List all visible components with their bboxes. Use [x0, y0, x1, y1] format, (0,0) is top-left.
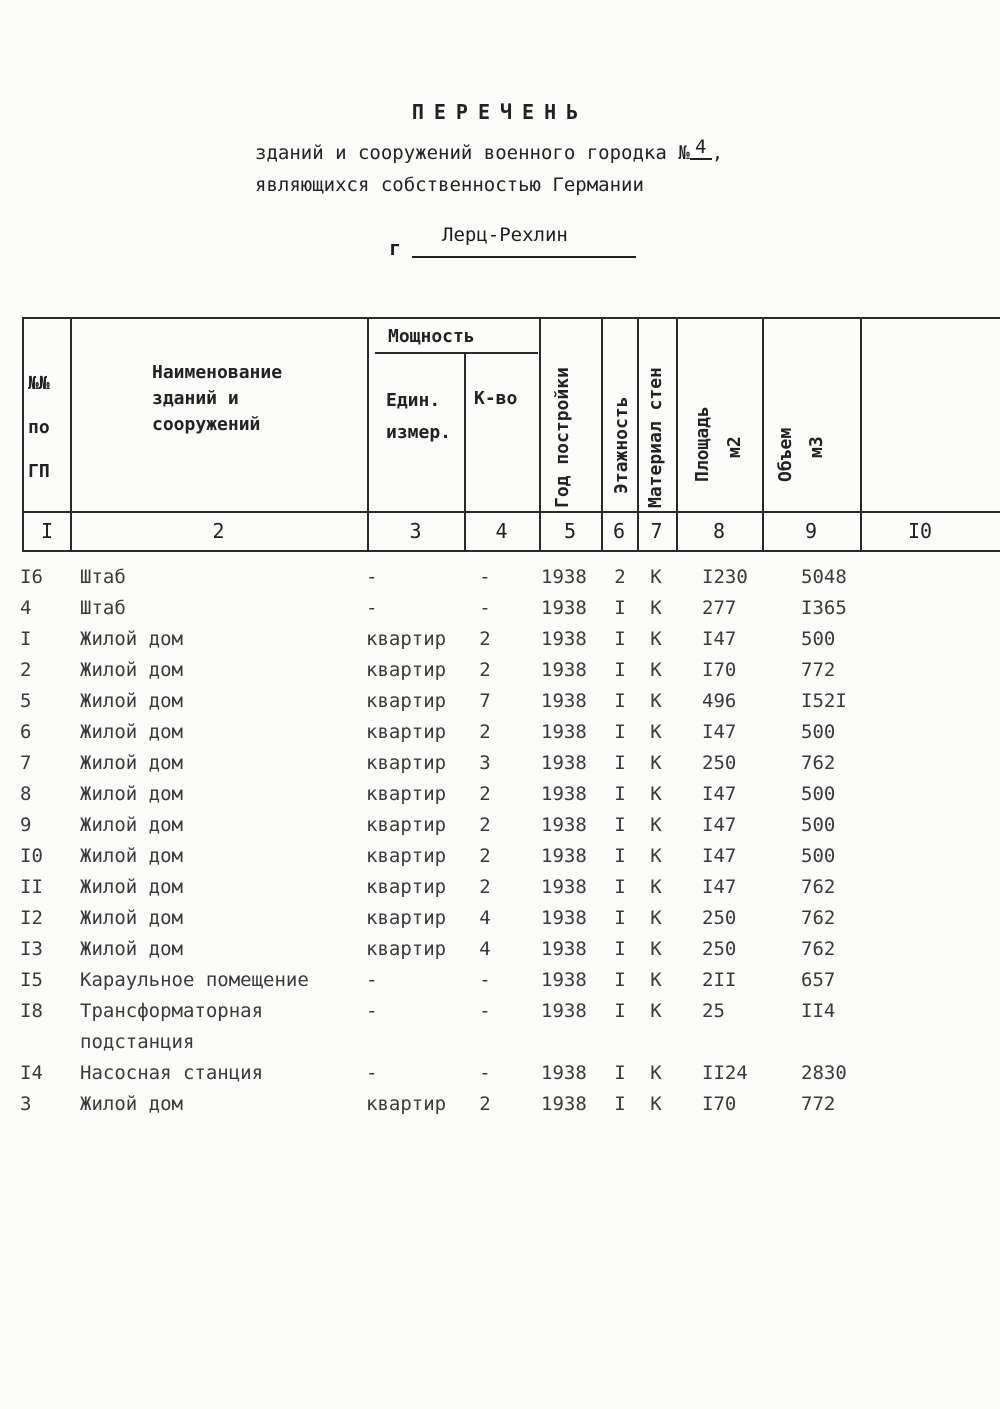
column-number: 5 [563, 519, 577, 543]
header-power: Мощность [388, 326, 475, 347]
cell-unit: - [366, 597, 378, 619]
cell-unit: квартир [366, 721, 447, 743]
cell-gp: 2 [20, 659, 32, 681]
col-divider [367, 317, 369, 552]
cell-year: 1938 [541, 690, 587, 712]
header-qty: К-во [474, 388, 518, 409]
col-divider [637, 317, 639, 552]
cell-area: 496 [702, 690, 737, 712]
cell-floors: I [614, 814, 626, 836]
cell-qty: 2 [479, 876, 491, 898]
cell-material: К [650, 783, 662, 805]
cell-year: 1938 [541, 1000, 587, 1022]
cell-qty: - [479, 1062, 491, 1084]
header-floors: Этажность [611, 396, 632, 494]
cell-name: Жилой дом [80, 907, 183, 929]
cell-material: К [650, 721, 662, 743]
cell-unit: квартир [366, 659, 447, 681]
cell-year: 1938 [541, 597, 587, 619]
cell-material: К [650, 659, 662, 681]
cell-gp: 5 [20, 690, 32, 712]
cell-qty: 2 [479, 814, 491, 836]
subtitle-line-1-tail: , [711, 142, 724, 164]
cell-material: К [650, 752, 662, 774]
cell-material: К [650, 690, 662, 712]
cell-material: К [650, 566, 662, 588]
cell-material: К [650, 1062, 662, 1084]
cell-volume: I52I [801, 690, 847, 712]
cell-area: 25 [702, 1000, 725, 1022]
cell-gp: 4 [20, 597, 32, 619]
cell-year: 1938 [541, 907, 587, 929]
cell-year: 1938 [541, 752, 587, 774]
cell-qty: 2 [479, 1093, 491, 1115]
cell-area: I70 [702, 659, 737, 681]
cell-floors: I [614, 969, 626, 991]
table-row [0, 751, 1000, 782]
cell-volume: 500 [801, 783, 836, 805]
table-top-border [22, 317, 1000, 319]
cell-qty: - [479, 566, 491, 588]
header-year: Год постройки [552, 367, 573, 508]
header-volume-unit: м3 [806, 436, 827, 458]
cell-name: Жилой дом [80, 783, 183, 805]
column-number: I0 [907, 519, 933, 543]
cell-name: Жилой дом [80, 659, 183, 681]
table-row [0, 782, 1000, 813]
cell-name: Штаб [80, 566, 126, 588]
cell-unit: квартир [366, 814, 447, 836]
subtitle-line-1 [255, 136, 724, 166]
cell-material: К [650, 845, 662, 867]
cell-unit: квартир [366, 938, 447, 960]
cell-qty: 2 [479, 721, 491, 743]
cell-gp: I0 [20, 845, 43, 867]
cell-gp: II [20, 876, 43, 898]
cell-qty: - [479, 969, 491, 991]
cell-material: К [650, 1093, 662, 1115]
header-gp-line: по [28, 417, 50, 438]
column-number: 3 [409, 519, 422, 543]
cell-floors: I [614, 1062, 626, 1084]
header-area-line: Площадь [692, 406, 713, 482]
cell-floors: I [614, 1000, 626, 1022]
column-number: 6 [612, 519, 626, 543]
col-divider [762, 317, 764, 552]
cell-name: Насосная станция [80, 1062, 264, 1084]
cell-unit: квартир [366, 690, 447, 712]
cell-floors: 2 [614, 566, 626, 588]
column-number: 8 [712, 519, 726, 543]
cell-floors: I [614, 659, 626, 681]
cell-year: 1938 [541, 721, 587, 743]
table-row [0, 999, 1000, 1053]
table-row [0, 565, 1000, 596]
cell-volume: 500 [801, 845, 836, 867]
header-gp-line: ГП [28, 461, 50, 482]
subtitle-line-1-text: зданий и сооружений военного городка № [255, 142, 690, 164]
cell-gp: I4 [20, 1062, 43, 1084]
cell-floors: I [614, 597, 626, 619]
header-area-unit: м2 [724, 436, 745, 458]
col-divider [860, 317, 862, 552]
cell-qty: - [479, 597, 491, 619]
cell-gp: I6 [20, 566, 43, 588]
cell-year: 1938 [541, 783, 587, 805]
cell-name: Трансформаторная [80, 1000, 264, 1022]
cell-year: 1938 [541, 628, 587, 650]
cell-year: 1938 [541, 876, 587, 898]
cell-volume: 500 [801, 814, 836, 836]
cell-volume: 500 [801, 721, 836, 743]
cell-year: 1938 [541, 938, 587, 960]
cell-volume: 762 [801, 876, 836, 898]
cell-unit: - [366, 1062, 378, 1084]
cell-gp: I3 [20, 938, 43, 960]
cell-material: К [650, 814, 662, 836]
cell-qty: 2 [479, 845, 491, 867]
cell-area: I47 [702, 721, 737, 743]
header-name-line: зданий и [152, 388, 239, 409]
table-row [0, 720, 1000, 751]
cell-name: Жилой дом [80, 628, 183, 650]
cell-year: 1938 [541, 845, 587, 867]
cell-unit: квартир [366, 1093, 447, 1115]
table-row [0, 1092, 1000, 1123]
cell-gp: I2 [20, 907, 43, 929]
column-number: 4 [495, 519, 508, 543]
cell-qty: 4 [479, 938, 491, 960]
table-row [0, 968, 1000, 999]
subtitle-line-2: являющихся собственностью Германии [255, 174, 644, 196]
cell-name: Штаб [80, 597, 126, 619]
cell-gp: I [20, 628, 32, 650]
table-row [0, 689, 1000, 720]
cell-volume: 762 [801, 752, 836, 774]
header-unit-line: Един. [386, 390, 441, 411]
cell-floors: I [614, 690, 626, 712]
cell-area: 250 [702, 752, 737, 774]
cell-area: I47 [702, 876, 737, 898]
cell-volume: I365 [801, 597, 847, 619]
header-name-line: Наименование [152, 362, 283, 383]
cell-qty: 7 [479, 690, 491, 712]
table-row [0, 1061, 1000, 1092]
cell-area: 277 [702, 597, 737, 619]
cell-qty: 3 [479, 752, 491, 774]
cell-unit: квартир [366, 845, 447, 867]
col-divider [676, 317, 678, 552]
cell-year: 1938 [541, 1093, 587, 1115]
power-group-underline [375, 352, 538, 354]
cell-qty: 2 [479, 628, 491, 650]
cell-volume: 657 [801, 969, 836, 991]
cell-area: I47 [702, 783, 737, 805]
town-number: 4 [690, 136, 712, 160]
cell-floors: I [614, 628, 626, 650]
table-row [0, 875, 1000, 906]
header-name [152, 360, 282, 438]
cell-gp: 3 [20, 1093, 32, 1115]
cell-area: I47 [702, 814, 737, 836]
table-row [0, 596, 1000, 627]
cell-year: 1938 [541, 1062, 587, 1084]
cell-gp: 6 [20, 721, 32, 743]
header-material: Материал стен [645, 367, 666, 508]
cell-volume: 772 [801, 659, 836, 681]
table-row [0, 906, 1000, 937]
cell-volume: II4 [801, 1000, 836, 1022]
cell-gp: I8 [20, 1000, 43, 1022]
cell-volume: 762 [801, 907, 836, 929]
cell-name: Жилой дом [80, 876, 183, 898]
header-gp [28, 362, 50, 494]
cell-unit: квартир [366, 907, 447, 929]
col-divider [601, 317, 603, 552]
cell-gp: I5 [20, 969, 43, 991]
table-row [0, 627, 1000, 658]
cell-unit: квартир [366, 876, 447, 898]
cell-year: 1938 [541, 659, 587, 681]
column-number: 7 [650, 519, 663, 543]
cell-name: Жилой дом [80, 752, 183, 774]
cell-area: I47 [702, 845, 737, 867]
cell-name-continued: подстанция [80, 1031, 195, 1053]
header-area [692, 406, 714, 482]
cell-material: К [650, 938, 662, 960]
cell-name: Жилой дом [80, 845, 183, 867]
table-row [0, 658, 1000, 689]
cell-unit: квартир [366, 783, 447, 805]
cell-floors: I [614, 845, 626, 867]
cell-gp: 9 [20, 814, 32, 836]
cell-material: К [650, 628, 662, 650]
cell-area: 2II [702, 969, 737, 991]
cell-material: К [650, 907, 662, 929]
col-divider [539, 317, 541, 552]
cell-name: Жилой дом [80, 721, 183, 743]
city-name: Лерц-Рехлин [412, 224, 636, 258]
cell-volume: 500 [801, 628, 836, 650]
column-number: I [40, 519, 54, 543]
header-gp-line: №№ [28, 373, 50, 394]
cell-area: I70 [702, 1093, 737, 1115]
cell-volume: 5048 [801, 566, 847, 588]
cell-unit: квартир [366, 752, 447, 774]
table-row [0, 813, 1000, 844]
cell-volume: 762 [801, 938, 836, 960]
header-name-line: сооружений [152, 414, 261, 435]
header-unit-line: измер. [386, 422, 452, 443]
cell-year: 1938 [541, 566, 587, 588]
column-number: 2 [212, 519, 225, 543]
cell-year: 1938 [541, 969, 587, 991]
cell-name: Караульное помещение [80, 969, 309, 991]
cell-volume: 772 [801, 1093, 836, 1115]
cell-qty: 2 [479, 659, 491, 681]
cell-floors: I [614, 721, 626, 743]
cell-qty: - [479, 1000, 491, 1022]
document-title: ПЕРЕЧЕНЬ [411, 100, 589, 124]
cell-unit: - [366, 566, 378, 588]
cell-name: Жилой дом [80, 1093, 183, 1115]
col-divider [70, 317, 72, 552]
header-volume: Объем [775, 427, 796, 482]
city-prefix: г [389, 236, 402, 260]
cell-name: Жилой дом [80, 938, 183, 960]
cell-floors: I [614, 938, 626, 960]
cell-area: I230 [702, 566, 748, 588]
header-unit [386, 385, 451, 449]
cell-floors: I [614, 907, 626, 929]
cell-material: К [650, 597, 662, 619]
table-row [0, 844, 1000, 875]
cell-qty: 2 [479, 783, 491, 805]
cell-qty: 4 [479, 907, 491, 929]
cell-floors: I [614, 783, 626, 805]
cell-floors: I [614, 876, 626, 898]
cell-material: К [650, 969, 662, 991]
column-number: 9 [804, 519, 818, 543]
cell-area: 250 [702, 938, 737, 960]
cell-unit: квартир [366, 628, 447, 650]
cell-name: Жилой дом [80, 814, 183, 836]
table-row [0, 937, 1000, 968]
cell-floors: I [614, 752, 626, 774]
cell-area: I47 [702, 628, 737, 650]
header-bottom-border [22, 511, 1000, 513]
cell-floors: I [614, 1093, 626, 1115]
cell-material: К [650, 876, 662, 898]
cell-unit: - [366, 969, 378, 991]
cell-gp: 7 [20, 752, 32, 774]
col-divider [22, 317, 24, 552]
cell-area: II24 [702, 1062, 748, 1084]
cell-volume: 2830 [801, 1062, 847, 1084]
cell-gp: 8 [20, 783, 32, 805]
cell-name: Жилой дом [80, 690, 183, 712]
cell-material: К [650, 1000, 662, 1022]
cell-unit: - [366, 1000, 378, 1022]
cell-area: 250 [702, 907, 737, 929]
column-number-border [22, 550, 1000, 552]
cell-year: 1938 [541, 814, 587, 836]
